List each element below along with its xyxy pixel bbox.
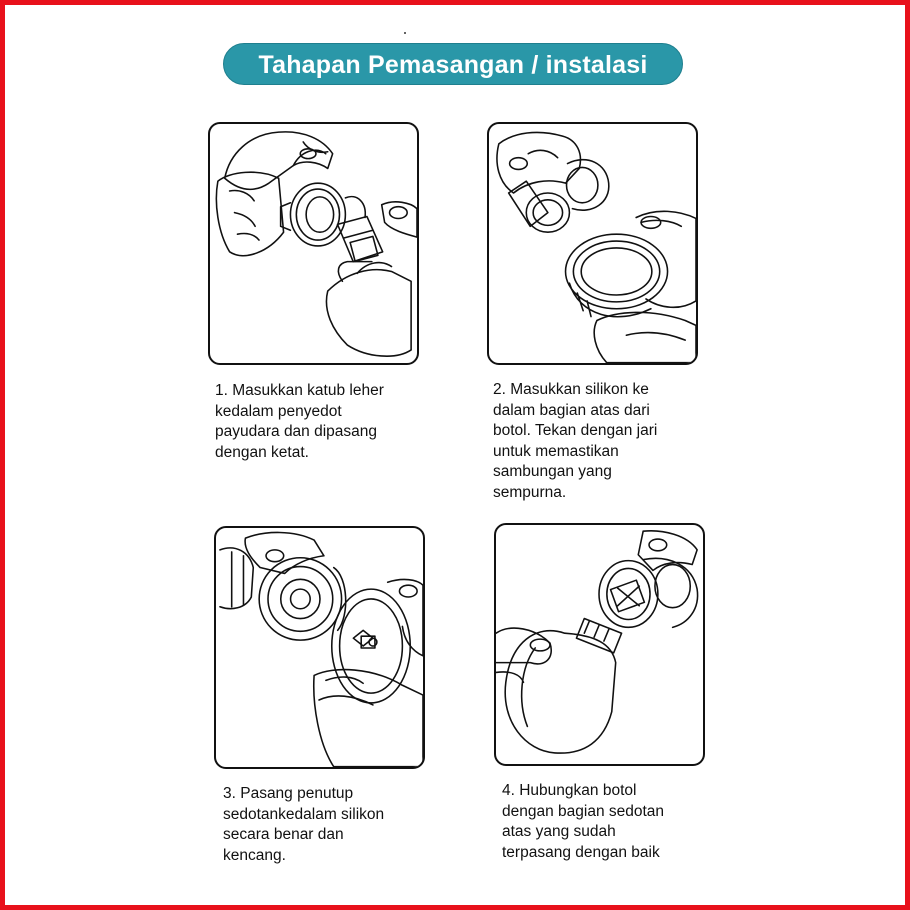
step-4-illustration [494, 523, 705, 766]
step-4-drawing [496, 525, 703, 764]
step-3-illustration [214, 526, 425, 769]
step-1-caption: 1. Masukkan katub leher kedalam penyedot payudara dan dipasang dengan ketat. [215, 382, 384, 461]
page-title: Tahapan Pemasangan / instalasi [223, 43, 683, 85]
step-1-illustration [208, 122, 419, 365]
step-2-drawing [489, 124, 696, 363]
step-3-drawing [216, 528, 423, 767]
step-4-caption: 4. Hubungkan botol dengan bagian sedotan atas yang sudah terpasang dengan baik [502, 782, 665, 861]
step-2-caption: 2. Masukkan silikon ke dalam bagian atas dari botol. Tekan dengan jari untuk memastikan sambungan yang sempurna. [493, 381, 658, 501]
print-speck [404, 32, 406, 34]
step-1-drawing [210, 124, 417, 363]
step-3-caption: 3. Pasang penutup sedotankedalam silikon secara benar dan kencang. [223, 785, 385, 864]
step-2-illustration [487, 122, 698, 365]
